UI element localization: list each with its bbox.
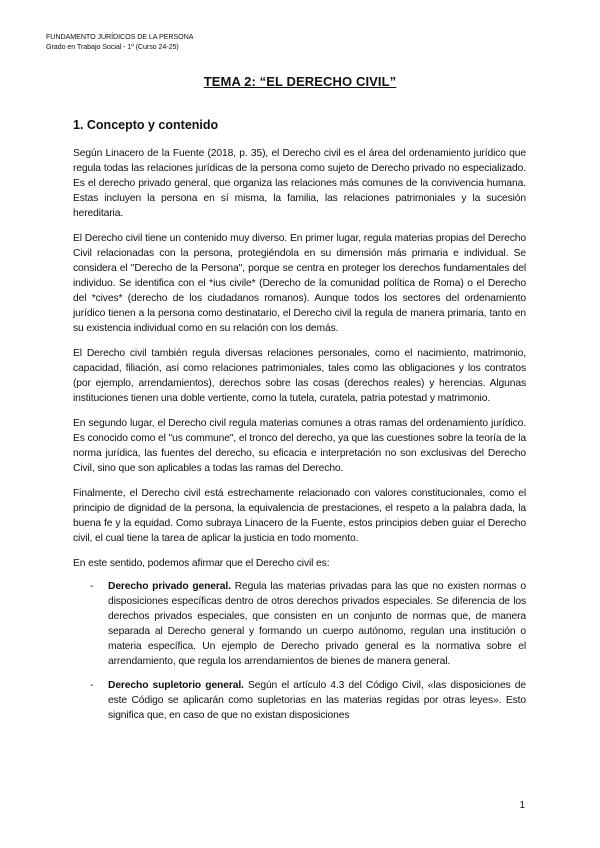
paragraph: Finalmente, el Derecho civil está estrechamente relacionado con valores constitucionales, como el principio de dignidad de la persona, la equivalencia de prestaciones, el respeto a la palabra dada, la buena fe y la equidad. Como subraya Linacero de la Fuente, estos principios deben guiar el Derecho civil, el cual tiene la tarea de aplicar la justicia en todo momento. [73,488,526,544]
definition-list [73,579,526,723]
paragraph: Según Linacero de la Fuente (2018, p. 35), el Derecho civil es el área del ordenamiento jurídico que regula todas las relaciones jurídicas de la persona como sujeto de Derecho privado no especializado. Es el derecho privado general, que organiza las relaciones más comunes de la convivencia humana. Estas incluyen la persona en sí misma, la familia, las relaciones patrimoniales y la sucesión hereditaria. [73,148,526,219]
section-heading: 1. Concepto y contenido [73,118,219,132]
paragraph: El Derecho civil tiene un contenido muy diverso. En primer lugar, regula materias propias del Derecho Civil relacionadas con la persona, protegiéndola en su dimensión más primaria e individual. Se considera el "Derecho de la Persona", porque se centra en proteger los derechos fundamentales del individuo. Se identifica con el *ius civile* (Derecho de la comunidad política de Roma) o el Derecho del *cives* (derecho de los ciudadanos romanos). Aunque todos los sectores del ordenamiento jurídico tienen a la persona como destinatario, el Derecho civil la regula de manera primaria, tanto en su existencia individual como en su relación con los demás. [73,233,526,334]
list-bullet: - [90,680,94,691]
list-intro: En este sentido, podemos afirmar que el Derecho civil es: [73,558,330,569]
list-item [73,678,526,723]
list-item [73,579,526,669]
page-title: TEMA 2: “EL DERECHO CIVIL” [203,74,397,89]
header-course-title: FUNDAMENTO JURÍDICOS DE LA PERSONA [46,32,194,41]
paragraph: El Derecho civil también regula diversas relaciones personales, como el nacimiento, matrimonio, capacidad, filiación, así como relaciones patrimoniales, tales como las obligaciones y los contratos (por ejemplo, arrendamientos), derechos sobre las cosas (derechos reales) y herencias. Algunas instituciones tienen una doble vertiente, como la tutela, curatela, patria potestad y matrimonio. [73,348,526,404]
page-number: 1 [519,800,525,811]
list-term: Derecho supletorio general. [108,680,244,691]
list-text: Según el artículo 4.3 del Código Civil, «las disposiciones de este Código se aplicarán como supletorias en las materias regidas por otras leyes». Esto significa que, en caso de que no existan disposiciones [108,680,526,721]
document-header [46,32,193,52]
list-text: Regula las materias privadas para las que no existen normas o disposiciones específicas dentro de otros derechos privados especiales. Se diferencia de los derechos privados especiales, que consisten en un conjunto de normas que, de manera separada al Derecho general y formando un cuerpo autónomo, regulan una institución o materia específica. Un ejemplo de Derecho privado general es la normativa sobre el arrendamiento, que regula los arrendamientos de bienes de manera general. [108,581,526,667]
header-degree: Grado en Trabajo Social - 1º (Curso 24-25) [46,42,179,51]
document-body [73,146,526,732]
paragraph: En segundo lugar, el Derecho civil regula materias comunes a otras ramas del ordenamiento jurídico. Es conocido como el "us commune", el tronco del derecho, ya que las cuestiones sobre la teoría de la norma jurídica, las fuentes del derecho, su eficacia e interpretación no son exclusivas del Derecho Civil, sino que son aplicables a todas las ramas del Derecho. [73,418,526,474]
list-bullet: - [90,581,94,592]
list-term: Derecho privado general. [108,581,231,592]
